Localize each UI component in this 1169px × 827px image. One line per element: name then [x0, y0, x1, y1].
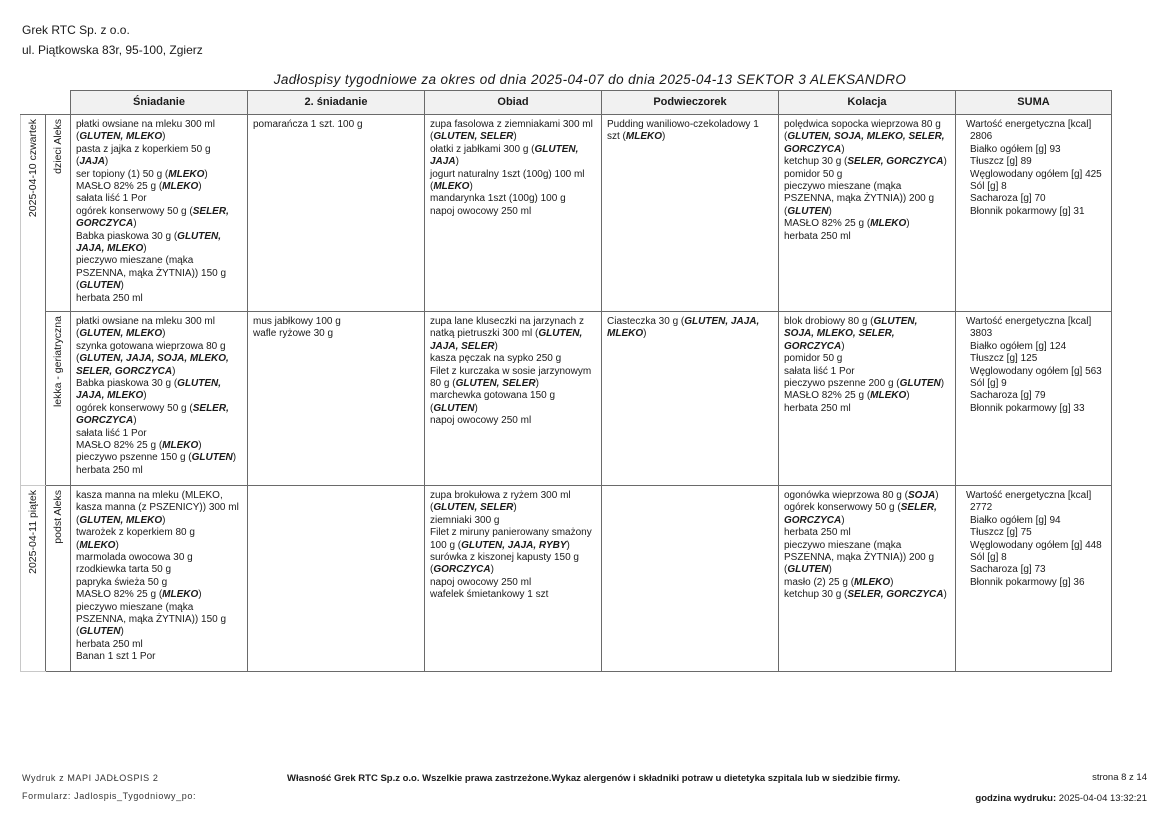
header-row — [21, 91, 1112, 115]
nutrition-line: 2806 — [970, 131, 993, 143]
meal-item-line: Ciasteczka 30 g (GLUTEN, JAJA, — [607, 316, 760, 327]
meal-item-line: kasza manna na mleku (MLEKO, — [76, 490, 223, 501]
meal-item-line: wafelek śmietankowy 1 szt — [430, 589, 549, 601]
meal-item-line: natką pietruszki 300 ml (GLUTEN, — [430, 328, 583, 340]
meal-item-line: GORCZYCA) — [784, 514, 845, 526]
meal-item-line: GORCZYCA) — [784, 340, 845, 352]
meal-item-line: pieczywo mieszane (mąka — [76, 255, 194, 267]
meal-item-line: marmolada owocowa 30 g — [76, 552, 193, 564]
meal-item-line: ogórek konserwowy 50 g (SELER, — [76, 402, 229, 414]
nutrition-line: Sacharoza [g] 70 — [970, 193, 1046, 205]
nutrition-summary — [956, 312, 1112, 486]
meal-item-line: pomidor 50 g — [784, 168, 843, 180]
meal-item-line: twarożek z koperkiem 80 g — [76, 527, 195, 539]
meal-item-line: (GLUTEN) — [784, 564, 832, 576]
meal-breakfast — [71, 486, 248, 672]
nutrition-line: Białko ogółem [g] 93 — [970, 143, 1061, 155]
meal-item-line: JAJA, MLEKO) — [76, 243, 147, 255]
meal-item-line: herbata 250 ml — [784, 230, 851, 242]
meal-item-line: MASŁO 82% 25 g (MLEKO) — [76, 440, 202, 452]
meal-item-line: marchewka gotowana 150 g — [430, 390, 556, 402]
meal-item-line: SELER, GORCZYCA) — [76, 365, 176, 377]
diet-label: lekka - geriatryczna — [46, 312, 71, 486]
meal-item-line: (GORCZYCA) — [430, 564, 494, 576]
nutrition-line: Białko ogółem [g] 94 — [970, 514, 1061, 526]
meal-item-line: 100 g (GLUTEN, JAJA, RYBY) — [430, 539, 570, 551]
nutrition-line: Wartość energetyczna [kcal] — [966, 316, 1092, 327]
meal-item-line: Filet z kurczaka w sosie jarzynowym — [430, 365, 592, 377]
meal-item-line: pomidor 50 g — [784, 353, 843, 365]
nutrition-line: 3803 — [970, 328, 993, 340]
meal-item-line: PSZENNA, mąka ŻYTNIA)) 150 g — [76, 614, 227, 626]
nutrition-line: Wartość energetyczna [kcal] — [966, 490, 1092, 501]
nutrition-line: Błonnik pokarmowy [g] 31 — [970, 205, 1085, 217]
nutrition-summary — [956, 115, 1112, 312]
meal-item-line: herbata 250 ml — [784, 402, 851, 414]
meal-breakfast — [71, 115, 248, 312]
meal-item-line: kasza manna (z PSZENICY)) 300 ml — [76, 502, 239, 514]
meal-item-line: płatki owsiane na mleku 300 ml — [76, 316, 215, 327]
meal-item-line: ołatki z jabłkami 300 g (GLUTEN, — [430, 143, 579, 155]
meal-item-line: ogonówka wieprzowa 80 g (SOJA) — [784, 490, 939, 501]
header-second-breakfast: 2. śniadanie — [248, 91, 425, 115]
print-time — [975, 793, 1147, 804]
meal-item-line: (GLUTEN, SELER) — [430, 131, 517, 143]
meal-item-line: MASŁO 82% 25 g (MLEKO) — [784, 390, 910, 402]
meal-dinner — [425, 312, 602, 486]
meal-breakfast — [71, 312, 248, 486]
meal-item-line: pieczywo mieszane (mąka — [784, 181, 902, 193]
page-number: strona 8 z 14 — [1092, 772, 1147, 783]
meal-item-line: Babka piaskowa 30 g (GLUTEN, — [76, 378, 222, 390]
menu-row — [21, 486, 1112, 672]
meal-item-line: herbata 250 ml — [76, 292, 143, 304]
meal-dinner — [425, 486, 602, 672]
day-label: 2025-04-10 czwartek — [21, 115, 46, 486]
meal-item-line: mandarynka 1szt (100g) 100 g — [430, 193, 566, 205]
diet-label: dzieci Aleks — [46, 115, 71, 312]
meal-item-line: sałata liść 1 Por — [76, 427, 147, 439]
document-title: Jadłospisy tygodniowe za okres od dnia 2025-04-07 do dnia 2025-04-13 SEKTOR 3 ALEKSANDRO — [273, 72, 907, 87]
nutrition-line: Węglowodany ogółem [g] 425 — [970, 168, 1102, 180]
meal-item-line: 80 g (GLUTEN, SELER) — [430, 378, 539, 390]
meal-item-line: SOJA, MLEKO, SELER, — [784, 328, 895, 340]
meal-item-line: szynka gotowana wieprzowa 80 g — [76, 340, 226, 352]
meal-item-line: jogurt naturalny 1szt (100g) 100 ml — [430, 168, 585, 180]
meal-item-line: JAJA) — [430, 156, 459, 168]
meal-item-line: szt (MLEKO) — [607, 131, 666, 143]
meal-item-line: ser topiony (1) 50 g (MLEKO) — [76, 168, 208, 180]
meal-item-line: herbata 250 ml — [76, 638, 143, 650]
meal-item-line: napoj owocowy 250 ml — [430, 205, 532, 217]
meal-item-line: MLEKO) — [607, 328, 647, 340]
meal-item-line: (GLUTEN) — [76, 626, 124, 638]
nutrition-line: Błonnik pokarmowy [g] 36 — [970, 576, 1085, 588]
nutrition-line: Wartość energetyczna [kcal] — [966, 119, 1092, 130]
meal-item-line: ogórek konserwowy 50 g (SELER, — [76, 205, 229, 217]
meal-item-line: sałata liść 1 Por — [784, 365, 855, 377]
meal-item-line: (JAJA) — [76, 156, 109, 168]
meal-item-line: kasza pęczak na sypko 250 g — [430, 353, 562, 365]
meal-item-line: sałata liść 1 Por — [76, 193, 147, 205]
meal-item-line: wafle ryżowe 30 g — [253, 328, 334, 340]
meal-item-line: napoj owocowy 250 ml — [430, 415, 532, 427]
diet-label: podst Aleks — [46, 486, 71, 672]
header-breakfast: Śniadanie — [71, 91, 248, 115]
meal-second-breakfast — [248, 312, 425, 486]
header-dinner: Obiad — [425, 91, 602, 115]
meal-item-line: Babka piaskowa 30 g (GLUTEN, — [76, 230, 222, 242]
meal-afternoon-snack — [602, 115, 779, 312]
meal-item-line: ketchup 30 g (SELER, GORCZYCA) — [784, 156, 947, 168]
meal-item-line: pomarańcza 1 szt. 100 g — [253, 119, 363, 130]
header-supper: Kolacja — [779, 91, 956, 115]
header-sum: SUMA — [956, 91, 1112, 115]
footer-software: Wydruk z MAPI JADŁOSPIS 2 — [22, 773, 159, 783]
footer-copyright: Własność Grek RTC Sp.z o.o. Wszelkie prawa zastrzeżone.Wykaz alergenów i składniki potraw u dietetyka szpitala lub w siedzibie firmy. — [287, 773, 901, 784]
meal-item-line: zupa brokułowa z ryżem 300 ml — [430, 490, 571, 501]
meal-item-line: (GLUTEN) — [430, 402, 478, 414]
print-time-label: godzina wydruku: — [975, 793, 1057, 804]
meal-item-line: (GLUTEN, MLEKO) — [76, 514, 166, 526]
meal-item-line: polędwica sopocka wieprzowa 80 g — [784, 119, 941, 130]
footer-form: Formularz: Jadlospis_Tygodniowy_po: — [22, 791, 197, 801]
meal-item-line: JAJA, SELER) — [430, 340, 498, 352]
meal-item-line: GORCZYCA) — [76, 218, 137, 230]
meal-item-line: pieczywo pszenne 150 g (GLUTEN) — [76, 452, 237, 464]
meal-item-line: Banan 1 szt 1 Por — [76, 651, 156, 663]
meal-item-line: zupa fasolowa z ziemniakami 300 ml — [430, 119, 593, 130]
meal-item-line: blok drobiowy 80 g (GLUTEN, — [784, 316, 918, 327]
meal-item-line: (GLUTEN) — [76, 280, 124, 292]
meal-item-line: PSZENNA, mąka ŻYTNIA)) 200 g — [784, 193, 935, 205]
nutrition-line: Węglowodany ogółem [g] 563 — [970, 365, 1102, 377]
meal-dinner — [425, 115, 602, 312]
header-corner — [21, 91, 71, 115]
print-time-value: 2025-04-04 13:32:21 — [1058, 793, 1147, 804]
meal-second-breakfast — [248, 115, 425, 312]
meal-supper — [779, 115, 956, 312]
meal-item-line: herbata 250 ml — [76, 464, 143, 476]
nutrition-line: Błonnik pokarmowy [g] 33 — [970, 402, 1085, 414]
weekly-menu-table — [20, 90, 1112, 672]
header-afternoon-snack: Podwieczorek — [602, 91, 779, 115]
meal-item-line: mus jabłkowy 100 g — [253, 316, 341, 327]
meal-item-line: płatki owsiane na mleku 300 ml — [76, 119, 215, 130]
meal-item-line: (GLUTEN, SELER) — [430, 502, 517, 514]
meal-item-line: napoj owocowy 250 ml — [430, 576, 532, 588]
meal-item-line: ketchup 30 g (SELER, GORCZYCA) — [784, 589, 947, 601]
meal-item-line: pasta z jajka z koperkiem 50 g — [76, 143, 211, 155]
meal-item-line: pieczywo pszenne 200 g (GLUTEN) — [784, 378, 945, 390]
company-name: Grek RTC Sp. z o.o. — [22, 23, 130, 37]
meal-item-line: surówka z kiszonej kapusty 150 g — [430, 552, 579, 564]
meal-second-breakfast — [248, 486, 425, 672]
nutrition-line: Sacharoza [g] 73 — [970, 564, 1046, 576]
meal-item-line: Pudding waniliowo-czekoladowy 1 — [607, 119, 759, 130]
day-label: 2025-04-11 piątek — [21, 486, 46, 672]
meal-item-line: papryka świeża 50 g — [76, 576, 168, 588]
nutrition-line: Sacharoza [g] 79 — [970, 390, 1046, 402]
nutrition-line: Białko ogółem [g] 124 — [970, 340, 1067, 352]
meal-item-line: PSZENNA, mąka ŻYTNIA)) 150 g — [76, 267, 227, 279]
nutrition-summary — [956, 486, 1112, 672]
meal-afternoon-snack — [602, 312, 779, 486]
meal-item-line: pieczywo mieszane (mąka — [76, 601, 194, 613]
meal-item-line: (GLUTEN, JAJA, SOJA, MLEKO, — [76, 353, 229, 365]
company-address: ul. Piątkowska 83r, 95-100, Zgierz — [22, 43, 203, 57]
meal-supper — [779, 486, 956, 672]
nutrition-line: Sól [g] 8 — [970, 552, 1007, 564]
meal-item-line: (MLEKO) — [76, 539, 119, 551]
meal-afternoon-snack — [602, 486, 779, 672]
menu-row — [21, 115, 1112, 312]
menu-row — [21, 312, 1112, 486]
meal-item-line: Filet z miruny panierowany smażony — [430, 527, 592, 539]
meal-item-line: GORCZYCA) — [784, 143, 845, 155]
nutrition-line: 2772 — [970, 502, 993, 514]
nutrition-line: Tłuszcz [g] 75 — [970, 527, 1032, 539]
meal-item-line: JAJA, MLEKO) — [76, 390, 147, 402]
nutrition-line: Tłuszcz [g] 89 — [970, 156, 1032, 168]
meal-item-line: (GLUTEN, MLEKO) — [76, 131, 166, 143]
meal-item-line: (MLEKO) — [430, 181, 473, 193]
meal-item-line: MASŁO 82% 25 g (MLEKO) — [76, 181, 202, 193]
nutrition-line: Sól [g] 8 — [970, 181, 1007, 193]
meal-item-line: (GLUTEN, MLEKO) — [76, 328, 166, 340]
meal-item-line: ogórek konserwowy 50 g (SELER, — [784, 502, 937, 514]
nutrition-line: Sól [g] 9 — [970, 378, 1007, 390]
meal-item-line: (GLUTEN) — [784, 205, 832, 217]
meal-supper — [779, 312, 956, 486]
nutrition-line: Węglowodany ogółem [g] 448 — [970, 539, 1102, 551]
meal-item-line: rzodkiewka tarta 50 g — [76, 564, 172, 576]
nutrition-line: Tłuszcz [g] 125 — [970, 353, 1038, 365]
meal-item-line: MASŁO 82% 25 g (MLEKO) — [784, 218, 910, 230]
meal-item-line: MASŁO 82% 25 g (MLEKO) — [76, 589, 202, 601]
meal-item-line: masło (2) 25 g (MLEKO) — [784, 576, 894, 588]
meal-item-line: zupa lane kluseczki na jarzynach z — [430, 316, 584, 327]
meal-item-line: ziemniaki 300 g — [430, 514, 500, 526]
meal-item-line: PSZENNA, mąka ŻYTNIA)) 200 g — [784, 552, 935, 564]
meal-item-line: (GLUTEN, SOJA, MLEKO, SELER, — [784, 131, 945, 143]
meal-item-line: GORCZYCA) — [76, 415, 137, 427]
meal-item-line: herbata 250 ml — [784, 527, 851, 539]
meal-item-line: pieczywo mieszane (mąka — [784, 539, 902, 551]
